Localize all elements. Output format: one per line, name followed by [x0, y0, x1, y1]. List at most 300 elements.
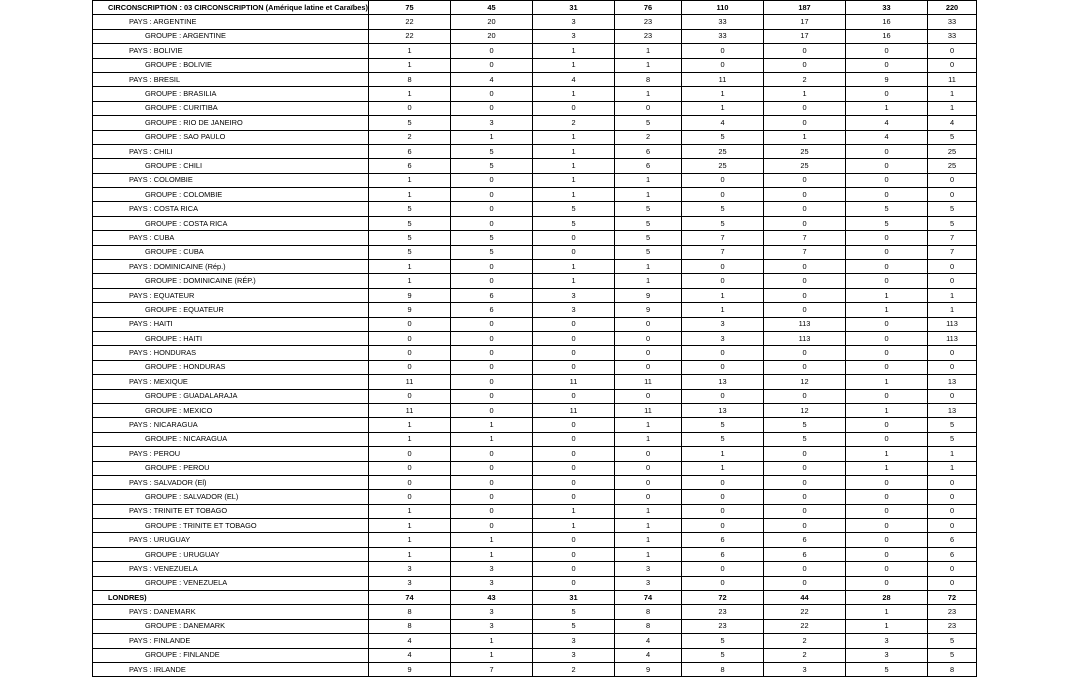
row-label: GROUPE : DOMINICAINE (RÉP.)	[93, 274, 369, 288]
row-label: GROUPE : PEROU	[93, 461, 369, 475]
value-cell: 8	[615, 619, 682, 633]
value-cell: 20	[451, 29, 533, 43]
value-cell: 1	[533, 58, 615, 72]
value-cell: 5	[928, 202, 977, 216]
value-cell: 0	[764, 576, 846, 590]
value-cell: 1	[928, 101, 977, 115]
value-cell: 5	[615, 202, 682, 216]
value-cell: 0	[846, 159, 928, 173]
value-cell: 33	[682, 29, 764, 43]
value-cell: 1	[369, 188, 451, 202]
value-cell: 1	[764, 130, 846, 144]
value-cell: 0	[764, 58, 846, 72]
value-cell: 113	[928, 331, 977, 345]
value-cell: 22	[369, 15, 451, 29]
value-cell: 0	[682, 188, 764, 202]
row-label: GROUPE : RIO DE JANEIRO	[93, 116, 369, 130]
value-cell: 0	[928, 490, 977, 504]
value-cell: 3	[533, 634, 615, 648]
value-cell: 0	[846, 44, 928, 58]
value-cell: 0	[451, 44, 533, 58]
value-cell: 0	[369, 331, 451, 345]
value-cell: 0	[533, 360, 615, 374]
value-cell: 187	[764, 1, 846, 15]
value-cell: 8	[369, 619, 451, 633]
value-cell: 1	[369, 432, 451, 446]
pays-row	[93, 447, 977, 461]
value-cell: 1	[846, 461, 928, 475]
groupe-row	[93, 130, 977, 144]
value-cell: 1	[615, 274, 682, 288]
value-cell: 2	[764, 648, 846, 662]
value-cell: 6	[451, 288, 533, 302]
value-cell: 7	[928, 231, 977, 245]
value-cell: 113	[764, 331, 846, 345]
value-cell: 0	[764, 116, 846, 130]
value-cell: 5	[846, 662, 928, 676]
value-cell: 7	[764, 245, 846, 259]
value-cell: 0	[928, 173, 977, 187]
value-cell: 0	[846, 245, 928, 259]
value-cell: 8	[682, 662, 764, 676]
value-cell: 0	[846, 346, 928, 360]
value-cell: 1	[846, 605, 928, 619]
value-cell: 0	[764, 504, 846, 518]
value-cell: 5	[764, 418, 846, 432]
value-cell: 16	[846, 29, 928, 43]
value-cell: 0	[451, 490, 533, 504]
value-cell: 33	[928, 15, 977, 29]
value-cell: 0	[451, 274, 533, 288]
row-label: PAYS : BOLIVIE	[93, 44, 369, 58]
value-cell: 5	[928, 216, 977, 230]
value-cell: 0	[533, 231, 615, 245]
value-cell: 0	[846, 260, 928, 274]
pays-row	[93, 418, 977, 432]
row-label: PAYS : FINLANDE	[93, 634, 369, 648]
value-cell: 4	[369, 648, 451, 662]
value-cell: 22	[764, 605, 846, 619]
value-cell: 6	[928, 533, 977, 547]
value-cell: 0	[682, 346, 764, 360]
value-cell: 0	[846, 331, 928, 345]
value-cell: 0	[764, 216, 846, 230]
value-cell: 3	[615, 576, 682, 590]
value-cell: 0	[764, 389, 846, 403]
value-cell: 1	[615, 504, 682, 518]
value-cell: 1	[928, 303, 977, 317]
row-label: PAYS : PEROU	[93, 447, 369, 461]
value-cell: 0	[451, 360, 533, 374]
value-cell: 31	[533, 1, 615, 15]
value-cell: 5	[451, 245, 533, 259]
value-cell: 11	[369, 403, 451, 417]
value-cell: 3	[533, 29, 615, 43]
row-label: GROUPE : EQUATEUR	[93, 303, 369, 317]
value-cell: 3	[846, 648, 928, 662]
value-cell: 6	[928, 547, 977, 561]
value-cell: 1	[615, 533, 682, 547]
value-cell: 0	[846, 519, 928, 533]
value-cell: 33	[928, 29, 977, 43]
value-cell: 6	[615, 144, 682, 158]
value-cell: 1	[369, 418, 451, 432]
row-label: GROUPE : ARGENTINE	[93, 29, 369, 43]
value-cell: 0	[533, 461, 615, 475]
value-cell: 0	[764, 360, 846, 374]
value-cell: 0	[764, 519, 846, 533]
groupe-row	[93, 245, 977, 259]
value-cell: 1	[682, 303, 764, 317]
value-cell: 3	[764, 662, 846, 676]
value-cell: 0	[369, 389, 451, 403]
value-cell: 1	[451, 634, 533, 648]
row-label: GROUPE : CURITIBA	[93, 101, 369, 115]
value-cell: 0	[846, 144, 928, 158]
value-cell: 1	[615, 188, 682, 202]
value-cell: 6	[682, 533, 764, 547]
value-cell: 5	[615, 245, 682, 259]
value-cell: 13	[682, 403, 764, 417]
value-cell: 1	[846, 288, 928, 302]
value-cell: 1	[451, 648, 533, 662]
value-cell: 1	[682, 101, 764, 115]
value-cell: 0	[615, 360, 682, 374]
value-cell: 1	[764, 87, 846, 101]
value-cell: 110	[682, 1, 764, 15]
value-cell: 0	[682, 475, 764, 489]
value-cell: 5	[682, 432, 764, 446]
value-cell: 0	[764, 303, 846, 317]
value-cell: 1	[928, 87, 977, 101]
value-cell: 11	[533, 375, 615, 389]
row-label: PAYS : URUGUAY	[93, 533, 369, 547]
value-cell: 4	[615, 648, 682, 662]
value-cell: 0	[451, 519, 533, 533]
pays-row	[93, 288, 977, 302]
row-label: GROUPE : BOLIVIE	[93, 58, 369, 72]
value-cell: 72	[928, 591, 977, 605]
value-cell: 7	[451, 662, 533, 676]
value-cell: 6	[451, 303, 533, 317]
value-cell: 23	[928, 619, 977, 633]
value-cell: 23	[615, 15, 682, 29]
value-cell: 3	[533, 288, 615, 302]
value-cell: 1	[451, 418, 533, 432]
value-cell: 74	[615, 591, 682, 605]
value-cell: 1	[846, 447, 928, 461]
value-cell: 11	[682, 72, 764, 86]
value-cell: 1	[369, 547, 451, 561]
circonscription-row	[93, 1, 977, 15]
value-cell: 1	[682, 447, 764, 461]
row-label: PAYS : DOMINICAINE (Rép.)	[93, 260, 369, 274]
value-cell: 3	[369, 576, 451, 590]
statistics-sheet	[92, 0, 976, 677]
value-cell: 3	[451, 576, 533, 590]
value-cell: 0	[928, 389, 977, 403]
value-cell: 5	[369, 231, 451, 245]
value-cell: 6	[369, 159, 451, 173]
value-cell: 31	[533, 591, 615, 605]
value-cell: 0	[764, 562, 846, 576]
value-cell: 1	[451, 533, 533, 547]
row-label: GROUPE : MEXICO	[93, 403, 369, 417]
row-label: PAYS : BRESIL	[93, 72, 369, 86]
value-cell: 0	[764, 188, 846, 202]
value-cell: 5	[451, 231, 533, 245]
value-cell: 25	[928, 159, 977, 173]
row-label: GROUPE : BRASILIA	[93, 87, 369, 101]
value-cell: 0	[846, 432, 928, 446]
groupe-row	[93, 389, 977, 403]
value-cell: 5	[682, 648, 764, 662]
value-cell: 2	[615, 130, 682, 144]
value-cell: 25	[764, 159, 846, 173]
value-cell: 0	[369, 317, 451, 331]
value-cell: 0	[764, 101, 846, 115]
value-cell: 0	[846, 562, 928, 576]
value-cell: 9	[615, 288, 682, 302]
value-cell: 4	[369, 634, 451, 648]
row-label: GROUPE : GUADALARAJA	[93, 389, 369, 403]
row-label: GROUPE : COSTA RICA	[93, 216, 369, 230]
row-label: PAYS : EQUATEUR	[93, 288, 369, 302]
row-label: PAYS : COLOMBIE	[93, 173, 369, 187]
pays-row	[93, 44, 977, 58]
groupe-row	[93, 490, 977, 504]
value-cell: 1	[369, 173, 451, 187]
value-cell: 5	[928, 634, 977, 648]
value-cell: 5	[682, 202, 764, 216]
value-cell: 0	[928, 576, 977, 590]
value-cell: 1	[533, 519, 615, 533]
value-cell: 11	[615, 375, 682, 389]
value-cell: 0	[451, 375, 533, 389]
value-cell: 0	[682, 389, 764, 403]
row-label: GROUPE : NICARAGUA	[93, 432, 369, 446]
value-cell: 16	[846, 15, 928, 29]
value-cell: 1	[846, 303, 928, 317]
value-cell: 4	[846, 116, 928, 130]
value-cell: 11	[928, 72, 977, 86]
value-cell: 0	[369, 346, 451, 360]
value-cell: 11	[615, 403, 682, 417]
value-cell: 0	[928, 44, 977, 58]
value-cell: 3	[533, 648, 615, 662]
value-cell: 1	[451, 432, 533, 446]
value-cell: 25	[682, 159, 764, 173]
value-cell: 0	[369, 475, 451, 489]
value-cell: 9	[846, 72, 928, 86]
groupe-row	[93, 576, 977, 590]
value-cell: 1	[369, 274, 451, 288]
value-cell: 5	[533, 202, 615, 216]
value-cell: 0	[451, 504, 533, 518]
value-cell: 5	[846, 202, 928, 216]
value-cell: 0	[615, 331, 682, 345]
value-cell: 0	[682, 360, 764, 374]
value-cell: 0	[451, 403, 533, 417]
value-cell: 3	[682, 331, 764, 345]
value-cell: 1	[615, 418, 682, 432]
value-cell: 0	[764, 461, 846, 475]
value-cell: 0	[682, 490, 764, 504]
row-label: GROUPE : TRINITE ET TOBAGO	[93, 519, 369, 533]
row-label: PAYS : COSTA RICA	[93, 202, 369, 216]
value-cell: 0	[451, 173, 533, 187]
value-cell: 4	[615, 634, 682, 648]
pays-row	[93, 317, 977, 331]
value-cell: 5	[764, 432, 846, 446]
row-label: LONDRES)	[93, 591, 369, 605]
value-cell: 3	[615, 562, 682, 576]
value-cell: 3	[533, 15, 615, 29]
value-cell: 0	[369, 101, 451, 115]
value-cell: 23	[682, 605, 764, 619]
value-cell: 5	[451, 144, 533, 158]
value-cell: 1	[533, 130, 615, 144]
value-cell: 0	[928, 562, 977, 576]
row-label: GROUPE : CHILI	[93, 159, 369, 173]
value-cell: 1	[682, 461, 764, 475]
groupe-row	[93, 159, 977, 173]
value-cell: 5	[928, 648, 977, 662]
value-cell: 5	[928, 432, 977, 446]
value-cell: 3	[846, 634, 928, 648]
value-cell: 6	[369, 144, 451, 158]
groupe-row	[93, 58, 977, 72]
groupe-row	[93, 87, 977, 101]
value-cell: 43	[451, 591, 533, 605]
value-cell: 0	[615, 490, 682, 504]
value-cell: 113	[928, 317, 977, 331]
groupe-row	[93, 274, 977, 288]
row-label: GROUPE : COLOMBIE	[93, 188, 369, 202]
value-cell: 0	[846, 360, 928, 374]
pays-row	[93, 375, 977, 389]
groupe-row	[93, 547, 977, 561]
row-label: PAYS : IRLANDE	[93, 662, 369, 676]
value-cell: 0	[533, 533, 615, 547]
value-cell: 25	[682, 144, 764, 158]
value-cell: 5	[451, 159, 533, 173]
value-cell: 5	[615, 116, 682, 130]
value-cell: 23	[928, 605, 977, 619]
value-cell: 1	[533, 274, 615, 288]
value-cell: 1	[369, 504, 451, 518]
value-cell: 0	[846, 317, 928, 331]
value-cell: 0	[682, 58, 764, 72]
value-cell: 5	[369, 202, 451, 216]
pays-row	[93, 605, 977, 619]
value-cell: 76	[615, 1, 682, 15]
value-cell: 12	[764, 403, 846, 417]
value-cell: 1	[928, 447, 977, 461]
value-cell: 1	[533, 159, 615, 173]
value-cell: 0	[846, 173, 928, 187]
value-cell: 1	[682, 87, 764, 101]
value-cell: 4	[533, 72, 615, 86]
value-cell: 74	[369, 591, 451, 605]
value-cell: 0	[846, 274, 928, 288]
value-cell: 2	[533, 662, 615, 676]
pays-row	[93, 15, 977, 29]
value-cell: 0	[533, 576, 615, 590]
row-label: PAYS : VENEZUELA	[93, 562, 369, 576]
value-cell: 17	[764, 29, 846, 43]
value-cell: 0	[369, 447, 451, 461]
value-cell: 5	[682, 216, 764, 230]
value-cell: 0	[682, 44, 764, 58]
groupe-row	[93, 29, 977, 43]
value-cell: 3	[451, 116, 533, 130]
value-cell: 1	[369, 87, 451, 101]
value-cell: 0	[846, 504, 928, 518]
value-cell: 5	[533, 605, 615, 619]
value-cell: 1	[615, 260, 682, 274]
value-cell: 8	[369, 72, 451, 86]
groupe-row	[93, 619, 977, 633]
value-cell: 3	[533, 303, 615, 317]
value-cell: 5	[533, 216, 615, 230]
value-cell: 0	[451, 58, 533, 72]
value-cell: 0	[846, 231, 928, 245]
value-cell: 9	[615, 303, 682, 317]
value-cell: 23	[682, 619, 764, 633]
value-cell: 1	[928, 288, 977, 302]
value-cell: 0	[764, 475, 846, 489]
value-cell: 72	[682, 591, 764, 605]
value-cell: 1	[369, 44, 451, 58]
value-cell: 1	[533, 504, 615, 518]
value-cell: 0	[451, 447, 533, 461]
value-cell: 1	[615, 432, 682, 446]
value-cell: 7	[682, 245, 764, 259]
value-cell: 0	[451, 475, 533, 489]
value-cell: 0	[615, 447, 682, 461]
pays-row	[93, 144, 977, 158]
value-cell: 0	[451, 101, 533, 115]
pays-row	[93, 533, 977, 547]
value-cell: 13	[928, 403, 977, 417]
value-cell: 0	[451, 87, 533, 101]
value-cell: 7	[928, 245, 977, 259]
groupe-row	[93, 188, 977, 202]
value-cell: 0	[682, 504, 764, 518]
value-cell: 0	[615, 389, 682, 403]
value-cell: 1	[451, 130, 533, 144]
value-cell: 75	[369, 1, 451, 15]
value-cell: 0	[533, 245, 615, 259]
pays-row	[93, 504, 977, 518]
value-cell: 7	[764, 231, 846, 245]
value-cell: 5	[928, 130, 977, 144]
value-cell: 0	[764, 202, 846, 216]
row-label: PAYS : HAITI	[93, 317, 369, 331]
pays-row	[93, 562, 977, 576]
value-cell: 0	[682, 173, 764, 187]
value-cell: 22	[369, 29, 451, 43]
value-cell: 13	[682, 375, 764, 389]
value-cell: 0	[533, 389, 615, 403]
value-cell: 5	[928, 418, 977, 432]
value-cell: 1	[615, 173, 682, 187]
value-cell: 9	[369, 303, 451, 317]
value-cell: 1	[533, 144, 615, 158]
value-cell: 0	[682, 562, 764, 576]
groupe-row	[93, 116, 977, 130]
